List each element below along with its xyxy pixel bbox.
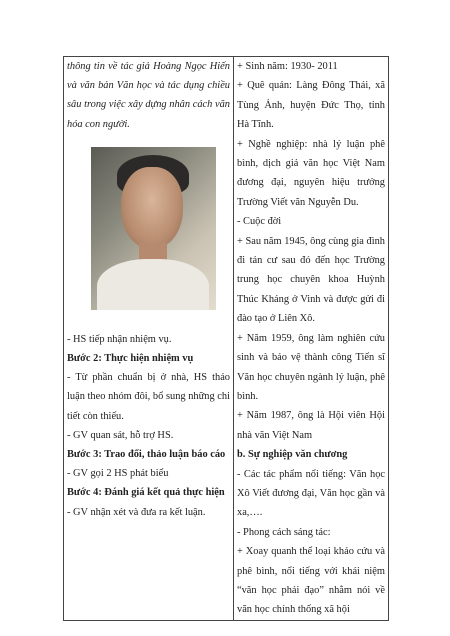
list-item: - GV quan sát, hỗ trợ HS. bbox=[67, 429, 174, 441]
step-heading: Bước 4: Đánh giá kết quả thực hiện bbox=[67, 487, 225, 499]
list-item: - HS tiếp nhận nhiệm vụ. bbox=[67, 333, 172, 345]
list-item: + Nghề nghiệp: nhà lý luận phê bình, dịch giả văn học Việt Nam đương đại, nguyên hiệu trưởng Trường Viết văn Nguyễn Du. bbox=[237, 138, 385, 208]
list-item: - GV gọi 2 HS phát biểu bbox=[67, 468, 169, 480]
list-item: + Quê quán: Làng Đông Thái, xã Tùng Ảnh, huyện Đức Thọ, tỉnh Hà Tĩnh. bbox=[237, 80, 385, 131]
step-heading: Bước 2: Thực hiện nhiệm vụ bbox=[67, 353, 194, 365]
list-item: - Các tác phẩm nổi tiếng: Văn học Xô Viết đương đại, Văn học gần và xa,…. bbox=[237, 468, 385, 519]
list-item: + Năm 1987, ông là Hội viên Hội nhà văn Việt Nam bbox=[237, 410, 385, 441]
intro-text: thông tin về tác giả Hoàng Ngọc Hiến và văn bản Văn học và tác dụng chiều sâu trong việc xây dựng nhân cách văn hóa con người. bbox=[67, 61, 230, 130]
activity-column bbox=[64, 57, 234, 621]
author-portrait bbox=[91, 147, 216, 310]
list-item: - Từ phần chuẩn bị ở nhà, HS thảo luận theo nhóm đôi, bổ sung những chi tiết còn thiếu. bbox=[67, 372, 230, 422]
lesson-table bbox=[63, 56, 389, 621]
list-item: - GV nhận xét và đưa ra kết luận. bbox=[67, 506, 206, 518]
section-heading: b. Sự nghiệp văn chương bbox=[237, 449, 348, 461]
list-item: - Cuộc đời bbox=[237, 216, 282, 228]
step-heading: Bước 3: Trao đổi, thảo luận báo cáo bbox=[67, 449, 226, 461]
list-item: + Xoay quanh thể loại khảo cứu và phê bình, nổi tiếng với khái niệm “văn học phải đạo” nhằm nói về văn học chính thống xã hội bbox=[237, 546, 385, 616]
list-item: + Sau năm 1945, ông cùng gia đình đi tản cư sau đó đến học Trường trung học chuyên khoa Huỳnh Thúc Kháng ở Vinh và được gửi đi đào tạo ở Liên Xô. bbox=[237, 235, 385, 325]
list-item: + Sinh năm: 1930- 2011 bbox=[237, 61, 338, 72]
list-item: - Phong cách sáng tác: bbox=[237, 526, 331, 538]
content-column bbox=[234, 57, 389, 621]
list-item: + Năm 1959, ông làm nghiên cứu sinh và bảo vệ thành công Tiến sĩ Văn học chuyên ngành lý luận, phê bình. bbox=[237, 332, 385, 402]
table-row bbox=[64, 57, 389, 621]
